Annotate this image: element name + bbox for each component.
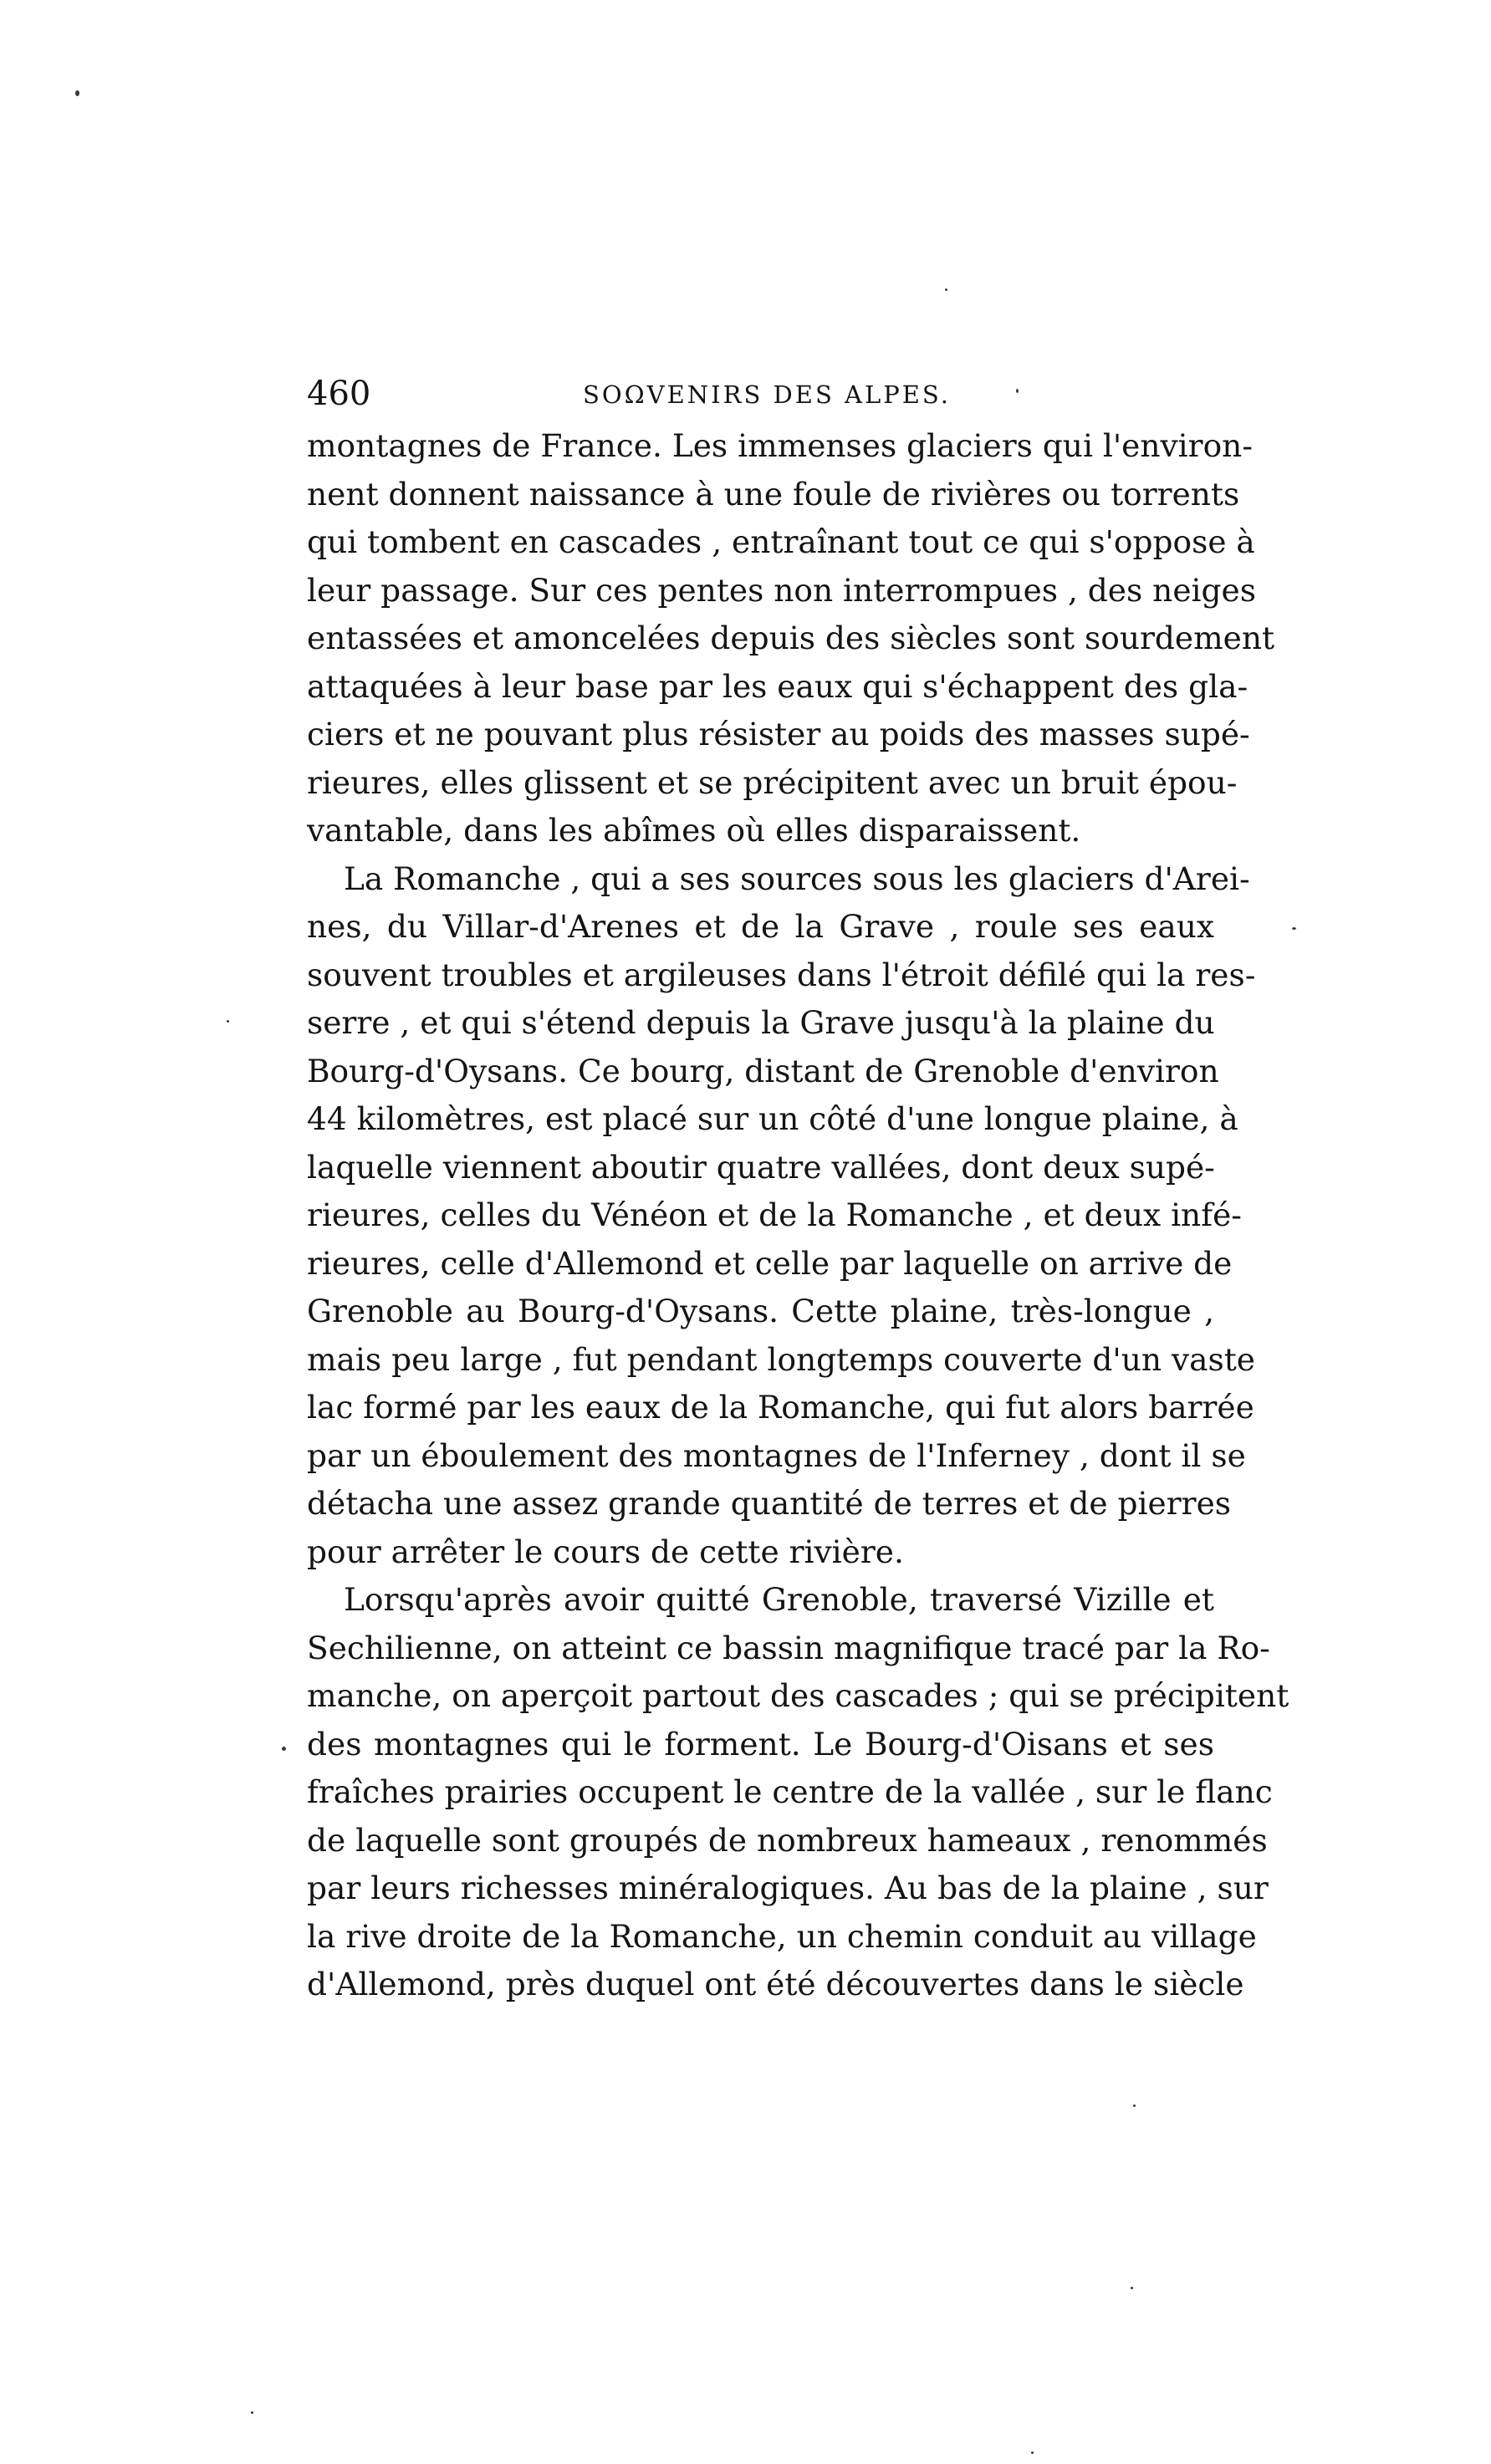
text-line: Bourg-d'Oysans. Ce bourg, distant de Grenoble d'environ <box>307 1052 1219 1089</box>
text-line: mais peu large , fut pendant longtemps couverte d'un vaste <box>307 1340 1255 1378</box>
scan-speck <box>945 288 947 291</box>
body-text <box>307 422 1289 2009</box>
text-line: rieures, celle d'Allemond et celle par laquelle on arrive de <box>307 1244 1233 1282</box>
text-line: fraîches prairies occupent le centre de la vallée , sur le flanc <box>307 1773 1273 1810</box>
running-title: SOΩVENIRS DES ALPES. <box>583 380 951 409</box>
page-number: 460 <box>307 375 371 413</box>
text-line: pour arrêter le cours de cette rivière. <box>307 1533 904 1570</box>
text-line: de laquelle sont groupés de nombreux hameaux , renommés <box>307 1821 1268 1859</box>
text-line: montagnes de France. Les immenses glaciers qui l'environ- <box>307 427 1254 464</box>
text-line: Sechilienne, on atteint ce bassin magnifique tracé par la Ro- <box>307 1629 1270 1666</box>
text-line: entassées et amoncelées depuis des siècles sont sourdement <box>307 620 1275 656</box>
paragraph <box>307 1576 1289 2009</box>
scan-speck <box>227 1020 229 1023</box>
text-line: nes, du Villar-d'Arenes et de la Grave , roule ses eaux <box>307 908 1214 945</box>
text-line: La Romanche , qui a ses sources sous les glaciers d'Arei- <box>344 860 1250 897</box>
text-line: Lorsqu'après avoir quitté Grenoble, traversé Vizille et <box>344 1581 1214 1618</box>
text-line: ciers et ne pouvant plus résister au poids des masses supé- <box>307 716 1250 752</box>
text-line: par leurs richesses minéralogiques. Au bas de la plaine , sur <box>307 1870 1269 1906</box>
text-line: serre , et qui s'étend depuis la Grave jusqu'à la plaine du <box>307 1004 1215 1041</box>
text-line: manche, on aperçoit partout des cascades ; qui se précipitent <box>307 1677 1289 1714</box>
text-line: rieures, celles du Vénéon et de la Romanche , et deux infé- <box>307 1196 1242 1233</box>
text-line: lac formé par les eaux de la Romanche, qui fut alors barrée <box>307 1389 1254 1426</box>
text-line: attaquées à leur base par les eaux qui s'échappent des gla- <box>307 667 1248 705</box>
text-line: leur passage. Sur ces pentes non interrompues , des neiges <box>307 571 1256 609</box>
text-line: nent donnent naissance à une foule de rivières ou torrents <box>307 475 1240 513</box>
text-line: des montagnes qui le forment. Le Bourg-d'Oisans et ses <box>307 1725 1214 1763</box>
scan-speck <box>75 90 79 96</box>
scan-speck <box>1031 2451 1034 2454</box>
scan-speck <box>1131 2287 1133 2289</box>
paragraph <box>307 422 1275 855</box>
text-line: la rive droite de la Romanche, un chemin conduit au village <box>307 1917 1257 1955</box>
scan-speck <box>1292 927 1296 930</box>
text-line: qui tombent en cascades , entraînant tout ce qui s'oppose à <box>307 523 1255 560</box>
text-line: détacha une assez grande quantité de terres et de pierres <box>307 1485 1232 1522</box>
text-line: laquelle viennent aboutir quatre vallées, dont deux supé- <box>307 1148 1215 1186</box>
scan-speck <box>282 1747 286 1751</box>
paragraph <box>307 855 1256 1577</box>
scan-speck <box>1133 2104 1136 2107</box>
text-line: souvent troubles et argileuses dans l'étroit défilé qui la res- <box>307 956 1256 993</box>
running-header <box>307 373 1214 415</box>
text-line: d'Allemond, près duquel ont été découvertes dans le siècle <box>307 1966 1244 2002</box>
text-line: par un éboulement des montagnes de l'Inferney , dont il se <box>307 1436 1246 1474</box>
text-line: vantable, dans les abîmes où elles disparaissent. <box>307 812 1081 849</box>
text-line: Grenoble au Bourg-d'Oysans. Cette plaine, très-longue , <box>307 1293 1214 1329</box>
scan-speck <box>251 2411 253 2414</box>
text-line: 44 kilomètres, est placé sur un côté d'une longue plaine, à <box>307 1100 1238 1137</box>
text-line: rieures, elles glissent et se précipitent avec un bruit épou- <box>307 763 1238 801</box>
